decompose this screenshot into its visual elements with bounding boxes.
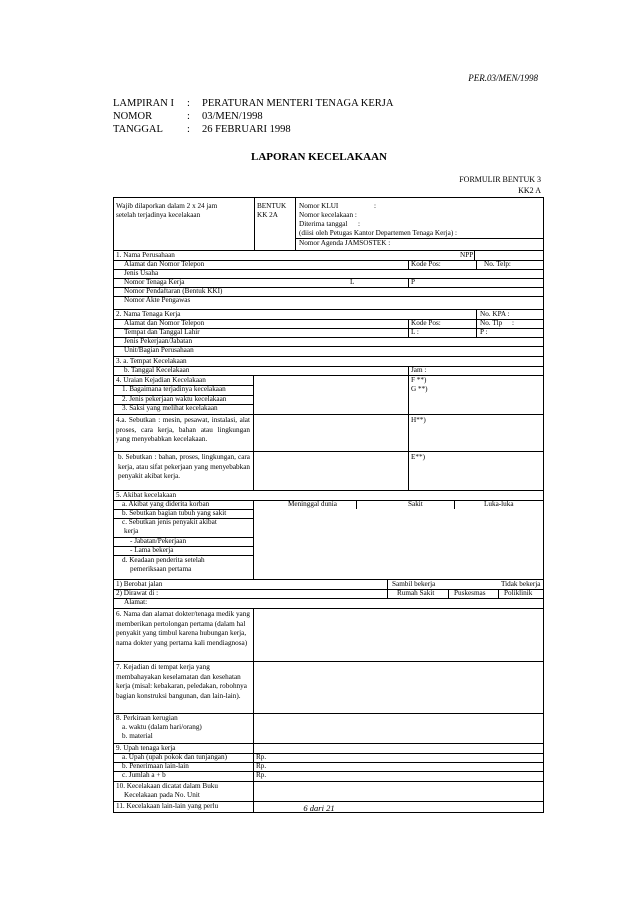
form-code-line2: KK2 A — [518, 186, 541, 195]
section-other-accidents: 11. Kecelakaan lain-lain yang perlu — [114, 801, 543, 812]
page-number: 6 dari 21 — [303, 803, 335, 813]
section-doctor: 6. Nama dan alamat dokter/tenaga medik yang memberikan pertolongan pertama (dalam hal penyakit yang timbul karena hubungan kerja, nama dokter yang pertama kali mendiagnosa) — [114, 608, 543, 661]
section-accident-book: 10. Kecelakaan dicatat dalam Buku Kecelakaan pada No. Unit — [114, 781, 543, 801]
section-accident-effect: 5. Akibat kecelakaan a. Akibat yang diderita korban Meninggal dunia Sakit Luka-luka b. Sebutkan bagian tubuh yang sakit c. Sebutkan jenis penyakit akibat kerja - Jabatan/Pekerjaan - Lama bekerja d. Keadaan penderita setelah pemeriksaan pertama — [114, 490, 543, 579]
form-code-line1: FORMULIR BENTUK 3 — [459, 175, 541, 184]
section-loss-estimate: 8. Perkiraan kerugian a. waktu (dalam hari/orang) b. material — [114, 713, 543, 743]
form-header: Wajib dilaporkan dalam 2 x 24 jam setelah terjadinya kecelakaan BENTUK KK 2A Nomor KLUI : Nomor kecelakaan : Diterima tanggal : (diisi oleh Petugas Kantor Departemen Tenaga Kerja) : Nomor Agenda JAMSOSTEK : — [114, 198, 543, 250]
accident-report-form — [113, 197, 544, 813]
section-cause-a: 4.a. Sebutkan : mesin, pesawat, instalasi, alat proses, cara kerja, bahan atau lingkungan yang menyebabkan kecelakaan. H**) — [114, 414, 543, 451]
section-wage: 9. Upah tenaga kerja a. Upah (upah pokok dan tunjangan) Rp. b. Penerimaan lain-lain Rp. c. Jumlah a + b Rp. — [114, 743, 543, 781]
section-company: 1. Nama Perusahaan NPP Alamat dan Nomor Telepon Kode Pos: No. Telp: Jenis Usaha Nomor Tenaga Kerja L P Nomor Pendaftaran (Bentuk KKI) Nomor Akte Pengawas — [114, 250, 543, 309]
section-worker: 2. Nama Tenaga Kerja No. KPA : Alamat dan Nomor Telepon Kode Pos: No. Tlp : Tempat dan Tanggal Lahir L : P : Jenis Pekerjaan/Jabatan Unit/Bagian Perusahaan — [114, 309, 543, 356]
section-treatment: 1) Berobat jalan Sambil bekerja Tidak bekerja 2) Dirawat di : Rumah Sakit Puskesmas Poliklinik Alamat: — [114, 579, 543, 608]
document-title: LAPORAN KECELAKAAN — [251, 151, 387, 163]
section-cause-b: b. Sebutkan : bahan, proses, lingkungan, cara kerja, atau sifat pekerjaan yang menyebabkan penyakit akibat kerja. E**) — [114, 451, 543, 490]
section-workplace-hazard: 7. Kejadian di tempat kerja yang membahayakan keselamatan dan kesehatan kerja (misal: kebakaran, peledakan, robohnya bagian konstruksi bangunan, dan lain-lain). — [114, 661, 543, 713]
section-accident-place: 3. a. Tempat Kecelakaan b. Tanggal Kecelakaan Jam : — [114, 356, 543, 375]
regulation-reference: PER.03/MEN/1998 — [468, 73, 538, 83]
section-incident-description: 4. Uraian Kejadian Kecelakaan F **) 1. Bagaimana terjadinya kecelakaan G **) 2. Jenis pekerjaan waktu kecelakaan 3. Saksi yang melihat kecelakaan — [114, 375, 543, 414]
